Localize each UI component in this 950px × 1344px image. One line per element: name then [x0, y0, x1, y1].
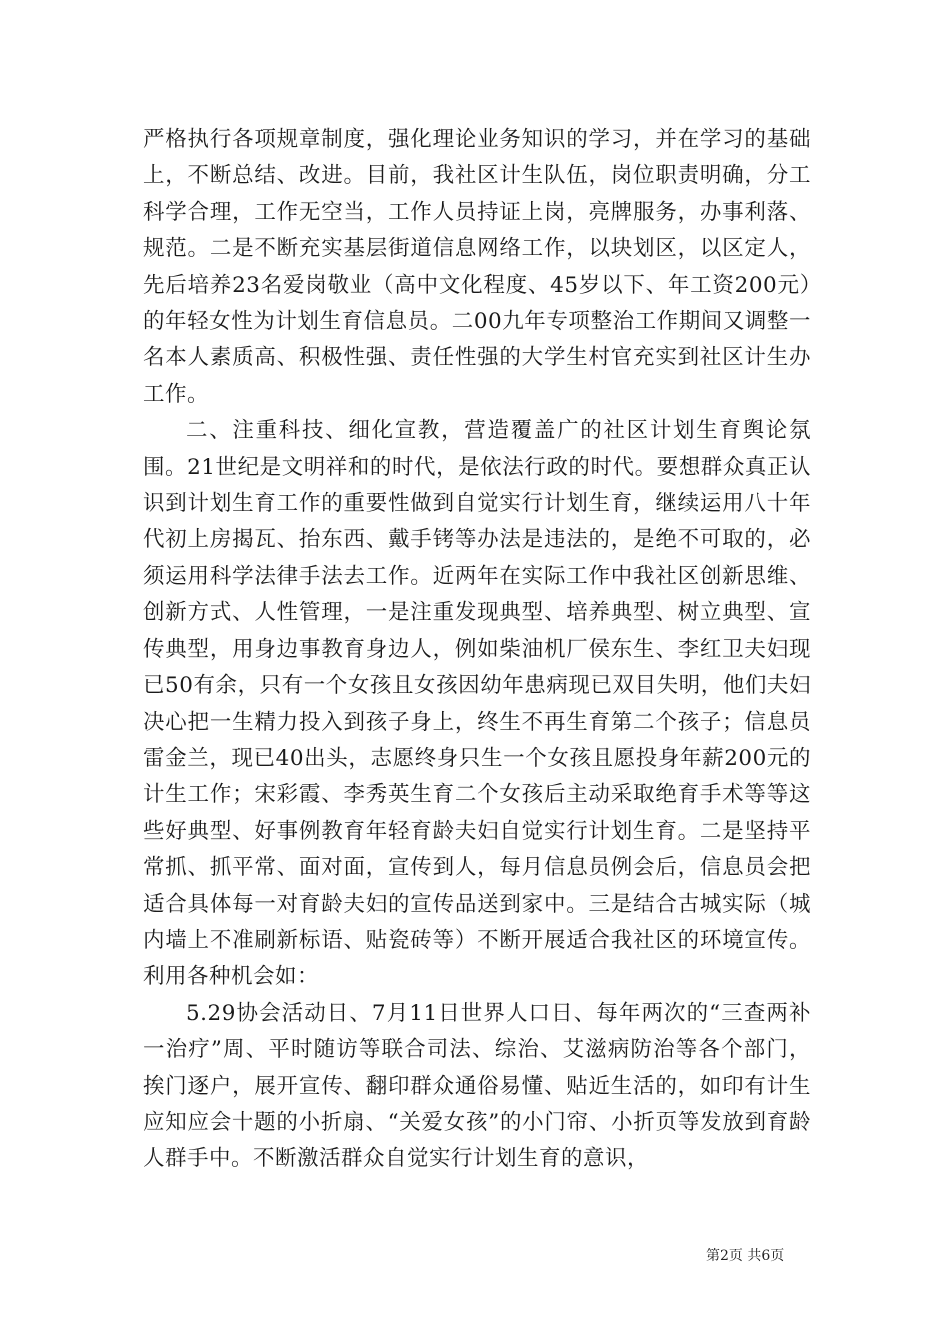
- paragraph-activities: 5.29协会活动日、7月11日世界人口日、每年两次的“三查两补一治疗”周、平时随访等联合司法、综治、艾滋病防治等各个部门，挨门逐户，展开宣传、翻印群众通俗易懂、贴近生活的，如印有计生应知应会十题的小折扇、“关爱女孩”的小门帘、小折页等发放到育龄人群手中。不断激活群众自觉实行计划生育的意识，: [143, 1000, 811, 1172]
- paragraph-continuation: 严格执行各项规章制度，强化理论业务知识的学习，并在学习的基础上，不断总结、改进。目前，我社区计生队伍，岗位职责明确，分工科学合理，工作无空当，工作人员持证上岗，亮牌服务，办事利落、规范。二是不断充实基层街道信息网络工作，以块划区，以区定人，先后培养23名爱岗敬业（高中文化程度、45岁以下、年工资200元）的年轻女性为计划生育信息员。二00九年专项整治工作期间又调整一名本人素质高、积极性强、责任性强的大学生村官充实到社区计生办工作。: [143, 127, 811, 407]
- page-number-footer: 第2页 共6页: [706, 1248, 785, 1264]
- paragraph-section-two: 二、注重科技、细化宣教，营造覆盖广的社区计划生育舆论氛围。21世纪是文明祥和的时代，是依法行政的时代。要想群众真正认识到计划生育工作的重要性做到自觉实行计划生育，继续运用八十年代初上房揭瓦、抬东西、戴手铐等办法是违法的，是绝不可取的，必须运用科学法律手法去工作。近两年在实际工作中我社区创新思维、创新方式、人性管理，一是注重发现典型、培养典型、树立典型、宣传典型，用身边事教育身边人，例如柴油机厂侯东生、李红卫夫妇现已50有余，只有一个女孩且女孩因幼年患病现已双目失明，他们夫妇决心把一生精力投入到孩子身上，终生不再生育第二个孩子；信息员雷金兰，现已40出头，志愿终身只生一个女孩且愿投身年薪200元的计生工作；宋彩霞、李秀英生育二个女孩后主动采取绝育手术等等这些好典型、好事例教育年轻育龄夫妇自觉实行计划生育。二是坚持平常抓、抓平常、面对面，宣传到人，每月信息员例会后，信息员会把适合具体每一对育龄夫妇的宣传品送到家中。三是结合古城实际（城内墙上不准刷新标语、贴瓷砖等）不断开展适合我社区的环境宣传。利用各种机会如：: [143, 418, 811, 990]
- document-body: [143, 122, 811, 1178]
